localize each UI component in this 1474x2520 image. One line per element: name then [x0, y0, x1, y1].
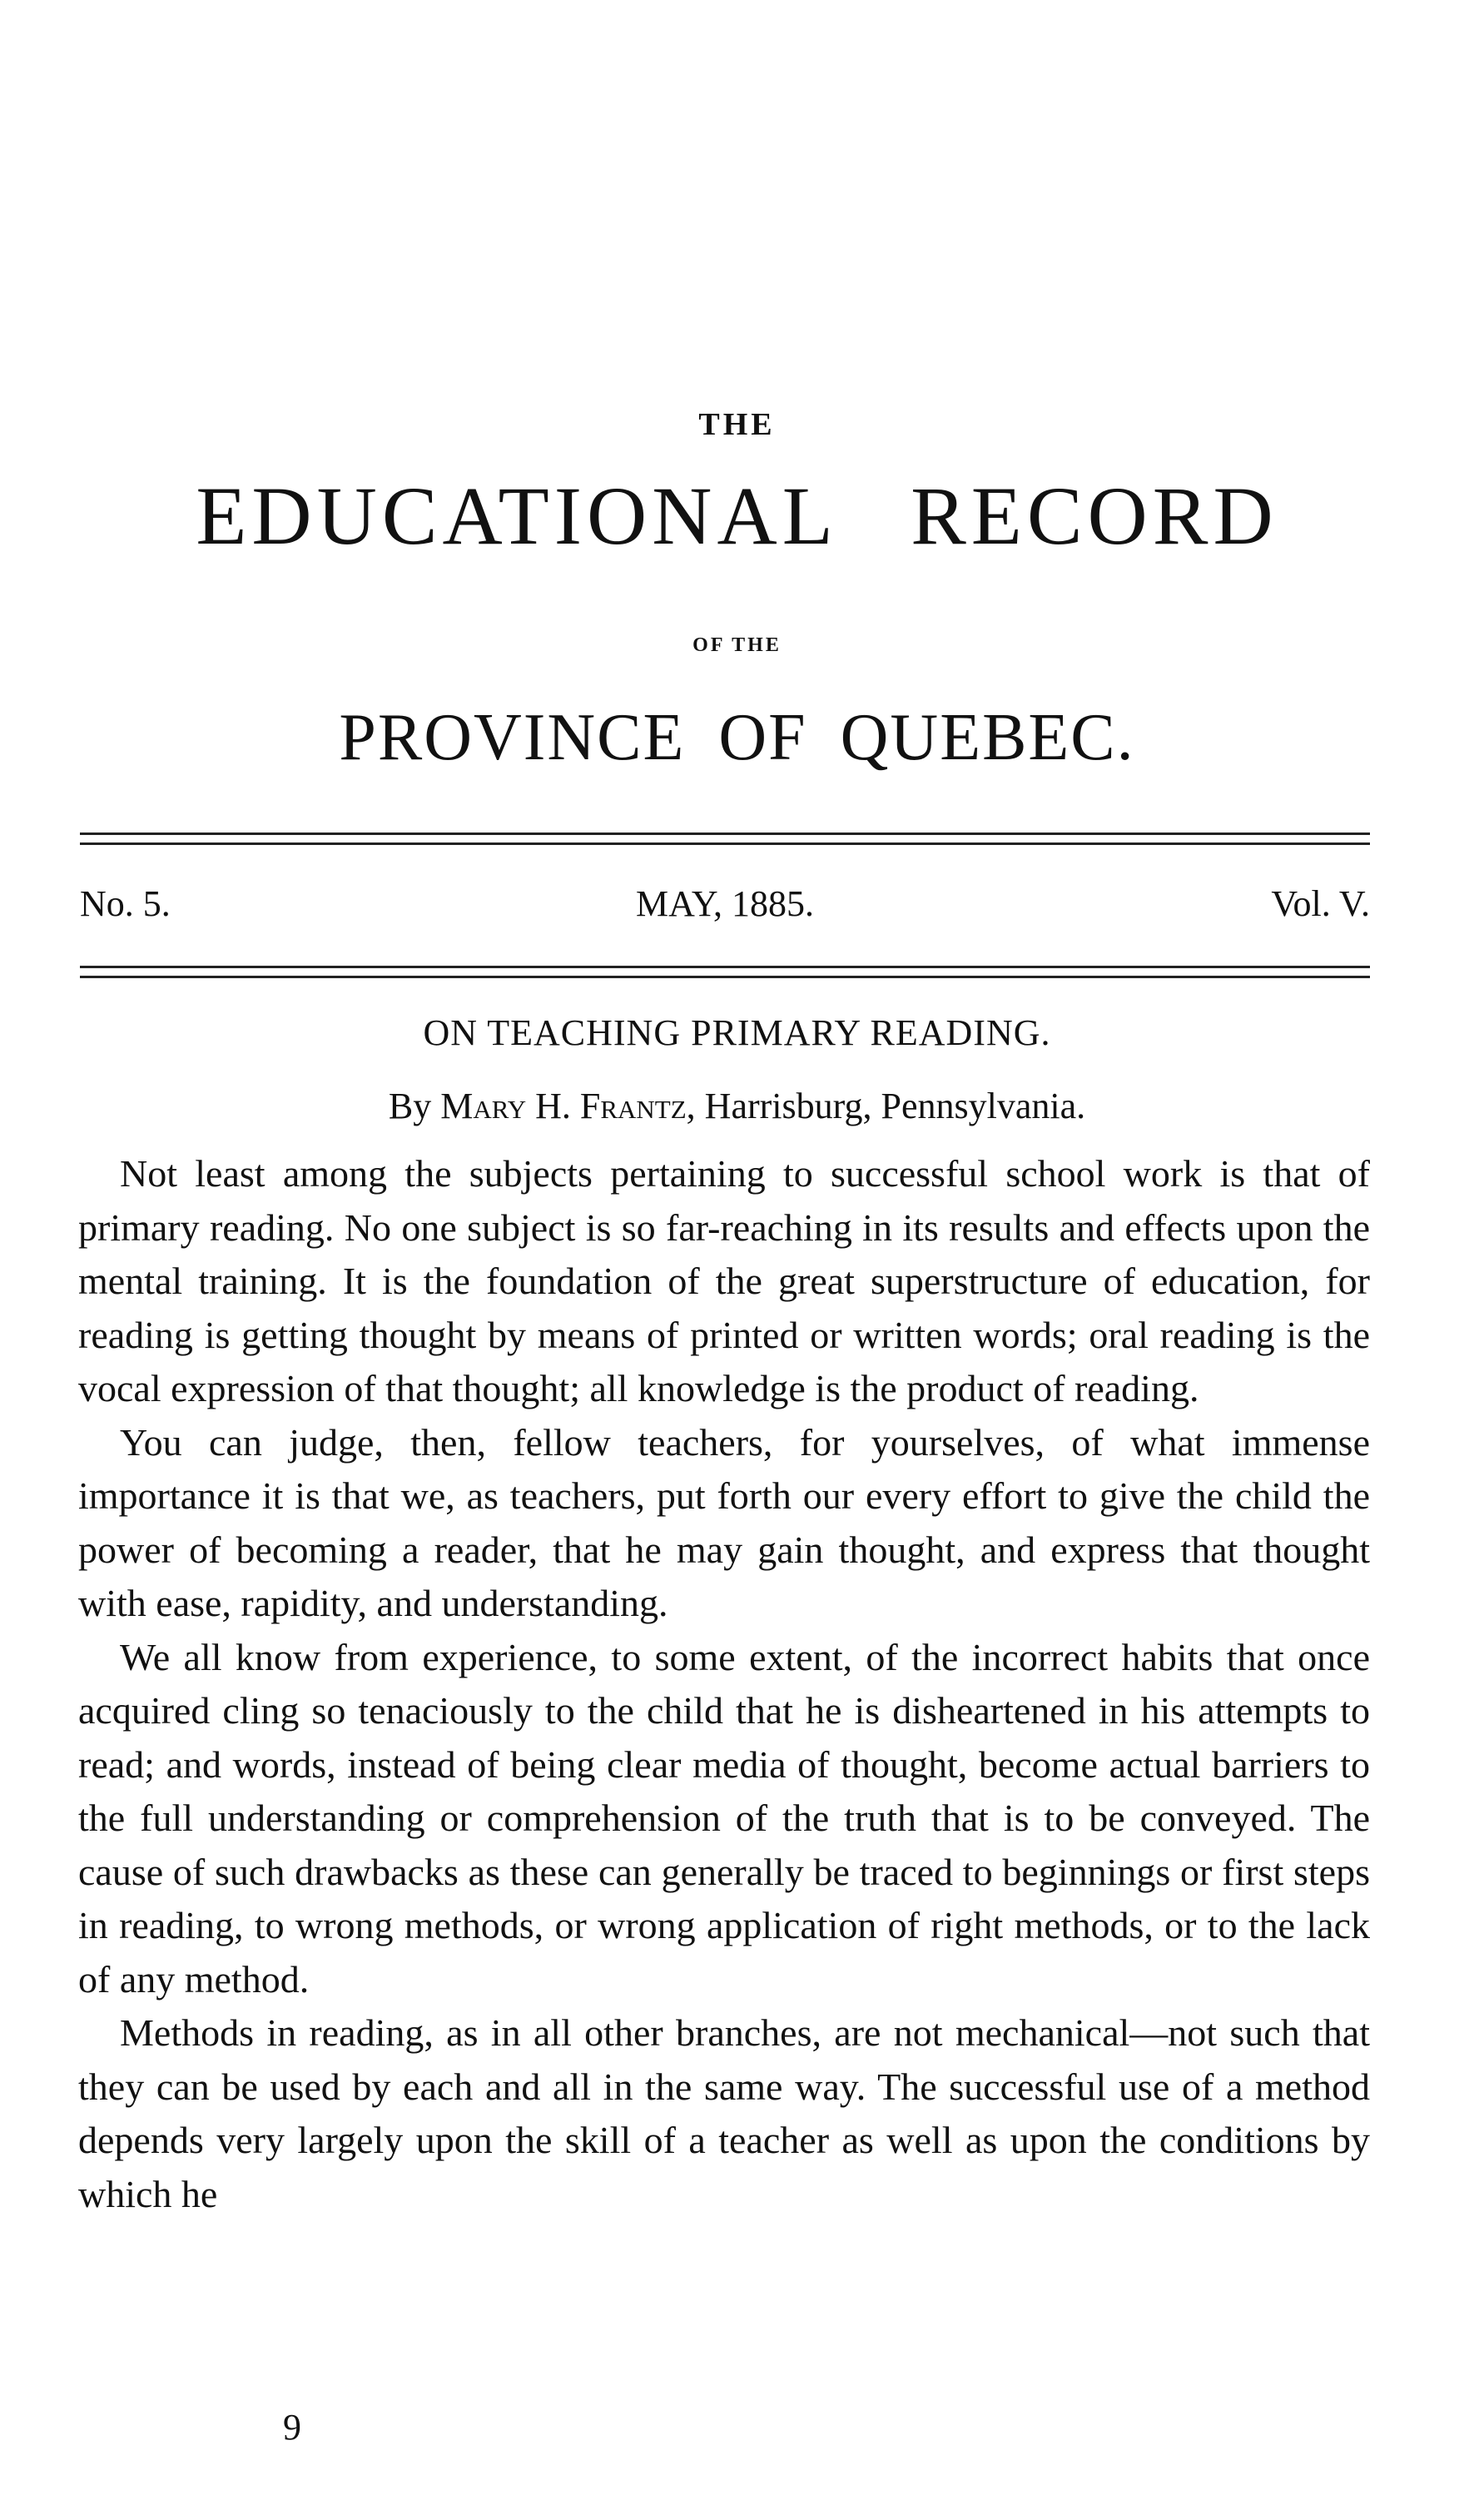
masthead-the: THE — [698, 407, 776, 442]
issue-line — [80, 882, 1370, 932]
top-rule-upper — [80, 833, 1370, 835]
byline-location: , Harrisburg, Pennsylvania. — [686, 1086, 1086, 1126]
paragraph: Not least among the subjects pertaining to successful school work is that of primary reading. No one subject is so far-reaching in its results and effects upon the mental training. It is the foundation of the great superstructure of education, for reading is getting thought by means of printed or written words; oral reading is the vocal expression of that thought; all knowledge is the product of reading. — [78, 1152, 1370, 1409]
issue-number: No. 5. — [80, 883, 171, 924]
article-byline — [0, 1085, 1474, 1127]
byline-prefix: By — [388, 1086, 441, 1126]
masthead-title: EDUCATIONAL RECORD — [196, 470, 1278, 562]
paragraph: We all know from experience, to some extent, of the incorrect habits that once acquired cling so tenaciously to the child that he is disheartened in his attempts to read; and words, instead of being clear media of thought, become actual barriers to the full understanding or comprehension of the truth that is to be conveyed. The cause of such drawbacks as these can generally be traced to beginnings or first steps in reading, to wrong methods, or wrong application of right methods, or to the lack of any method. — [78, 1635, 1370, 2001]
byline-author: Mary H. Frantz — [440, 1086, 687, 1126]
page-number: 9 — [283, 2407, 301, 2448]
masthead-of-the: OF THE — [692, 634, 782, 656]
issue-date: MAY, 1885. — [636, 883, 814, 924]
paragraph: Methods in reading, as in all other branches, are not mechanical—not such that they can be used by each and all in the same way. The successful use of a method depends very largely upon the skill of a teacher as well as upon the conditions by which he — [78, 2011, 1370, 2215]
paragraph: You can judge, then, fellow teachers, for yourselves, of what immense importance it is that we, as teachers, put forth our every effort to give the child the power of becoming a reader, that he may gain thought, and express that thought with ease, rapidity, and understanding. — [78, 1420, 1370, 1624]
article-body — [78, 1147, 1370, 2221]
article-title: ON TEACHING PRIMARY READING. — [423, 1012, 1051, 1053]
bottom-rule-upper — [80, 966, 1370, 968]
bottom-rule-lower — [80, 976, 1370, 978]
masthead-province: PROVINCE OF QUEBEC. — [339, 701, 1135, 774]
issue-volume: Vol. V. — [1271, 883, 1370, 924]
top-rule-lower — [80, 842, 1370, 845]
